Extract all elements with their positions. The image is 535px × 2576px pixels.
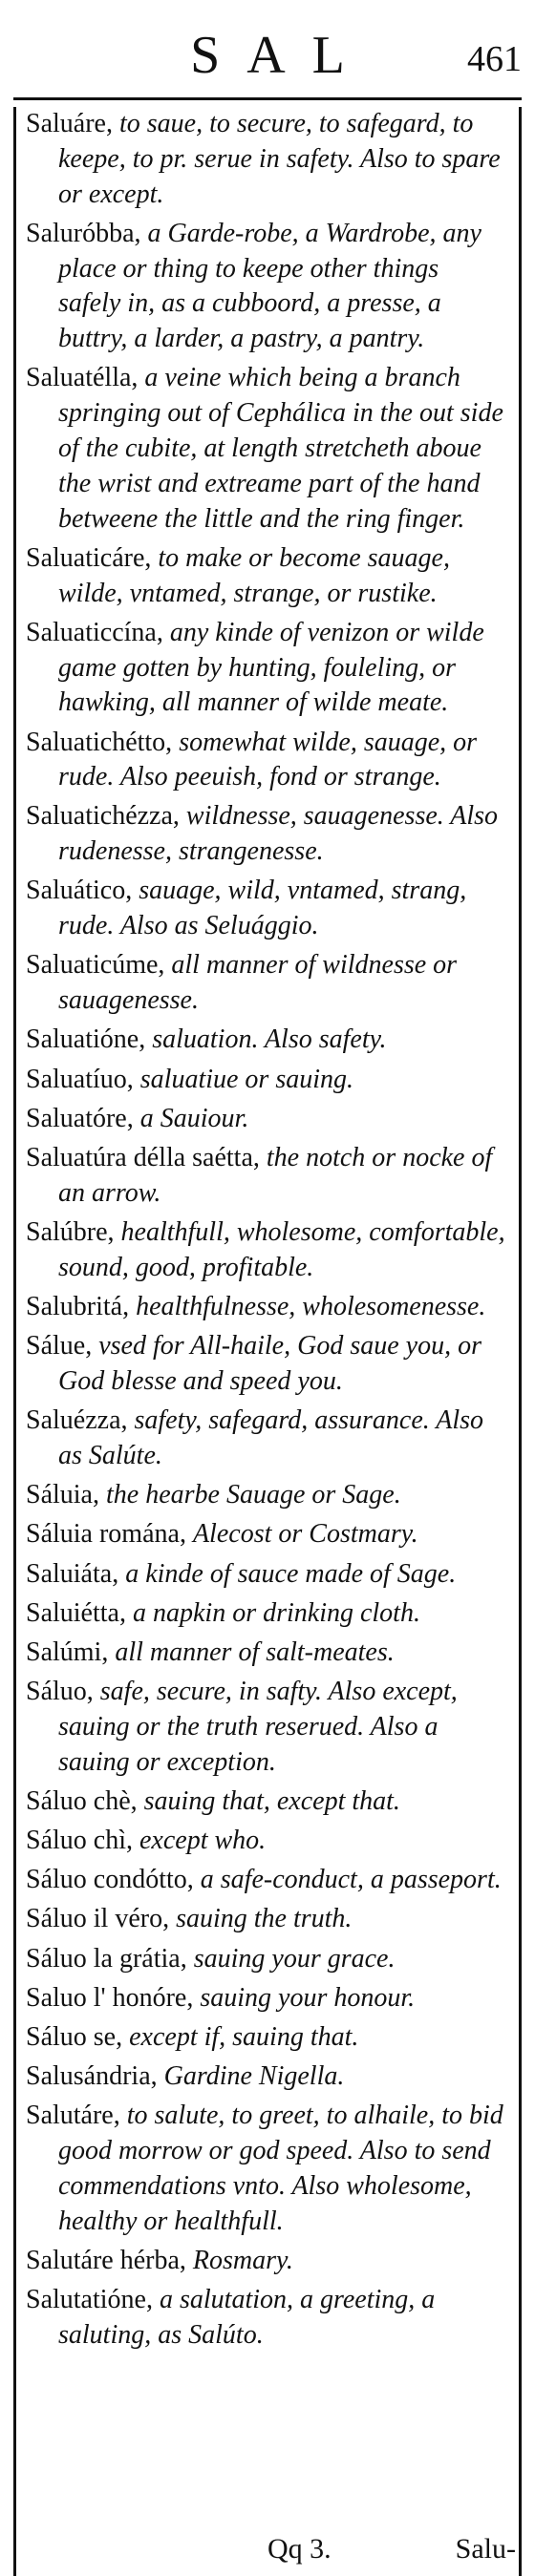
entry-headword: Saluróbba, — [26, 218, 148, 248]
dictionary-entry — [26, 1102, 507, 1137]
dictionary-entry — [26, 1478, 507, 1513]
entry-headword: Saluatichétto, — [26, 727, 180, 757]
entry-headword: Saluatélla, — [26, 363, 145, 393]
entry-definition: vsed for All-haile, God saue you, or God blesse and speed you. — [58, 1331, 482, 1396]
entry-definition: wildnesse, sauagenesse. Also rudenesse, strangenesse. — [58, 801, 499, 867]
dictionary-entry — [26, 1675, 507, 1780]
entry-headword: Sáluo chì, — [26, 1826, 139, 1856]
entry-definition: all manner of wildnesse or sauagenesse. — [58, 950, 458, 1016]
entry-definition: sauing your grace. — [193, 1943, 396, 1974]
entry-headword: Sáluia, — [26, 1480, 106, 1510]
entry-headword: Saluáre, — [26, 109, 119, 138]
entry-headword: Sálue, — [26, 1331, 99, 1362]
dictionary-entry — [26, 107, 507, 212]
dictionary-entry — [26, 1596, 507, 1632]
entry-column — [13, 107, 522, 2576]
dictionary-entry — [26, 1517, 507, 1552]
entry-headword: Saluatichézza, — [26, 801, 186, 832]
entry-headword: Saluatíuo, — [26, 1064, 140, 1094]
entry-headword: Saluo l' honóre, — [26, 1982, 201, 2013]
dictionary-entry — [26, 2059, 507, 2095]
entry-definition: all manner of salt-meates. — [115, 1636, 395, 1667]
dictionary-entry — [26, 874, 507, 944]
entry-definition: to saue, to secure, to safegard, to keepe, to pr. serue in safety. Also to spare or except. — [58, 109, 501, 209]
dictionary-entry — [26, 1063, 507, 1098]
dictionary-entry — [26, 2020, 507, 2056]
entry-headword: Salutáre hérba, — [26, 2245, 193, 2275]
entry-headword: Salusándria, — [26, 2061, 164, 2092]
dictionary-entry — [26, 1290, 507, 1325]
dictionary-entry — [26, 361, 507, 537]
entry-headword: Saluiáta, — [26, 1558, 126, 1589]
entry-definition: any kinde of venizon or wilde game gotten by hunting, fouleling, or hawking, all manner of wilde meate. — [58, 617, 484, 718]
entry-definition: Gardine Nigella. — [163, 2061, 345, 2092]
entry-definition: the notch or nocke of an arrow. — [58, 1143, 493, 1208]
dictionary-entry — [26, 1981, 507, 2016]
entry-definition: a kinde of sauce made of Sage. — [125, 1558, 457, 1589]
page-number: 461 — [467, 39, 522, 79]
entry-headword: Salúbre, — [26, 1216, 121, 1247]
dictionary-entry — [26, 616, 507, 721]
entry-definition: healthfulnesse, wholesomenesse. — [136, 1291, 486, 1321]
entry-definition: a salutation, a greeting, a saluting, as Salúto. — [58, 2285, 436, 2350]
entry-definition: sauing that, except that. — [143, 1785, 400, 1816]
dictionary-entry — [26, 1784, 507, 1820]
dictionary-entry — [26, 1863, 507, 1898]
dictionary-entry — [26, 217, 507, 357]
dictionary-entry — [26, 541, 507, 612]
signature-mark: Qq 3. — [268, 2533, 332, 2565]
entry-headword: Sáluo se, — [26, 2021, 130, 2052]
entry-definition: sauage, wild, vntamed, strang, rude. Also as Seluággio. — [58, 876, 467, 941]
dictionary-entry — [26, 1404, 507, 1474]
entry-headword: Salutáre, — [26, 2101, 127, 2131]
entry-headword: Saluático, — [26, 876, 139, 906]
entry-headword: Saluiétta, — [26, 1597, 133, 1628]
dictionary-entry — [26, 2244, 507, 2279]
entry-headword: Sáluo chè, — [26, 1785, 144, 1816]
entry-definition: safe, secure, in safty. Also except, sauing or the truth reserued. Also a sauing or exception. — [58, 1677, 458, 1777]
entry-headword: Salubritá, — [26, 1291, 137, 1321]
entry-headword: Saluaticcína, — [26, 617, 170, 647]
dictionary-entry — [26, 1557, 507, 1593]
entry-definition: a napkin or drinking cloth. — [132, 1597, 420, 1628]
entry-headword: Salutatióne, — [26, 2285, 160, 2315]
entry-list — [26, 107, 507, 2357]
entry-headword: Saluaticúme, — [26, 950, 172, 981]
entry-definition: to make or become sauage, wilde, vntamed, strange, or rustike. — [58, 542, 450, 608]
entry-headword: Saluatóre, — [26, 1103, 140, 1133]
entry-definition: Alecost or Costmary. — [192, 1519, 418, 1550]
dictionary-entry — [26, 1636, 507, 1671]
header-rule — [13, 97, 522, 100]
entry-definition: to salute, to greet, to alhaile, to bid good morrow or god speed. Also to send commendations vnto. Also wholesome, healthy or healthfull. — [58, 2101, 503, 2236]
entry-definition: a Garde-robe, a Wardrobe, any place or thing to keepe other things safely in, as a cubboord, a presse, a buttry, a larder, a pastry, a pantry. — [58, 218, 482, 354]
entry-definition: a Sauiour. — [139, 1103, 249, 1133]
dictionary-entry — [26, 1141, 507, 1212]
entry-definition: except who. — [139, 1826, 267, 1856]
dictionary-entry — [26, 1023, 507, 1058]
entry-definition: healthfull, wholesome, comfortable, sound, good, profitable. — [58, 1216, 505, 1282]
entry-definition: Rosmary. — [192, 2245, 293, 2275]
page-footer — [19, 2530, 516, 2570]
dictionary-entry — [26, 1215, 507, 1286]
entry-definition: saluatiue or sauing. — [139, 1064, 353, 1094]
entry-definition: a safe-conduct, a passeport. — [200, 1865, 502, 1895]
entry-definition: saluation. Also safety. — [152, 1024, 387, 1055]
dictionary-entry — [26, 948, 507, 1019]
entry-definition: the hearbe Sauage or Sage. — [106, 1480, 401, 1510]
dictionary-entry — [26, 1329, 507, 1400]
entry-headword: Sáluo, — [26, 1677, 100, 1707]
dictionary-entry — [26, 2283, 507, 2354]
catchword: Salu- — [455, 2533, 516, 2565]
entry-definition: safety, safegard, assurance. Also as Salúte. — [58, 1405, 484, 1470]
entry-headword: Sáluo il véro, — [26, 1904, 177, 1934]
entry-headword: Sáluo la grátia, — [26, 1943, 194, 1974]
entry-headword: Sáluo condótto, — [26, 1865, 201, 1895]
dictionary-entry — [26, 2099, 507, 2239]
entry-definition: a veine which being a branch springing out of Cephálica in the out side of the cubite, at length stretcheth aboue the wrist and extreame part of the hand betweene the little and the ring finger. — [58, 363, 503, 534]
entry-headword: Saluatióne, — [26, 1024, 153, 1055]
entry-headword: Salúmi, — [26, 1636, 116, 1667]
entry-definition: somewhat wilde, sauage, or rude. Also peeuish, fond or strange. — [58, 727, 478, 792]
entry-headword: Saluézza, — [26, 1405, 135, 1436]
entry-headword: Saluatúra délla saétta, — [26, 1143, 267, 1172]
dictionary-entry — [26, 1902, 507, 1937]
dictionary-entry — [26, 726, 507, 796]
page-header — [0, 0, 535, 95]
entry-headword: Sáluia romána, — [26, 1519, 193, 1550]
entry-definition: sauing your honour. — [200, 1982, 416, 2013]
entry-definition: sauing the truth. — [176, 1904, 353, 1934]
running-head: SAL — [190, 26, 372, 85]
dictionary-entry — [26, 799, 507, 870]
dictionary-entry — [26, 1942, 507, 1977]
entry-definition: except if, sauing that. — [129, 2021, 359, 2052]
entry-headword: Saluaticáre, — [26, 542, 159, 573]
dictionary-entry — [26, 1824, 507, 1859]
